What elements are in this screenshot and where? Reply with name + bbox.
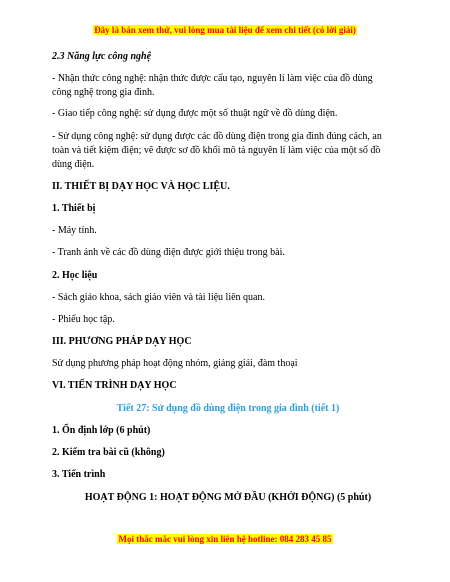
step-heading: 1. Ổn định lớp (6 phút) — [52, 425, 151, 436]
list-item: - Máy tính. — [52, 225, 97, 236]
paragraph-line: toàn và tiết kiệm điện; vẽ được sơ đồ khối mô tả nguyên lí làm việc của một số đồ — [52, 145, 381, 156]
paragraph-line: - Giao tiếp công nghệ: sử dụng được một số thuật ngữ về đồ dùng điện. — [52, 108, 338, 119]
section-heading-equipment: II. THIẾT BỊ DẠY HỌC VÀ HỌC LIỆU. — [52, 181, 230, 192]
paragraph-line: - Sử dụng công nghệ: sử dụng được các đồ dùng điện trong gia đình đúng cách, an — [52, 131, 382, 142]
step-heading: 2. Kiểm tra bài cũ (không) — [52, 447, 165, 458]
step-heading: 3. Tiến trình — [52, 469, 106, 480]
list-item: - Sách giáo khoa, sách giáo viên và tài liệu liên quan. — [52, 292, 265, 303]
paragraph-line: - Nhận thức công nghệ: nhận thức được cấu tạo, nguyên lí làm việc của đồ dùng — [52, 73, 373, 84]
hotline-banner — [0, 533, 450, 545]
preview-banner — [0, 24, 450, 36]
preview-banner-text: Đây là bản xem thử, vui lòng mua tài liệu để xem chi tiết (có lời giải) — [94, 25, 356, 35]
hotline-banner-text: Mọi thắc mắc vui lòng xin liên hệ hotline: 084 283 45 85 — [118, 534, 332, 544]
section-heading-procedure: VI. TIẾN TRÌNH DẠY HỌC — [52, 380, 177, 391]
activity-heading: HOẠT ĐỘNG 1: HOẠT ĐỘNG MỞ ĐẦU (KHỞI ĐỘNG) (5 phút) — [84, 492, 372, 503]
list-item: - Tranh ảnh về các đồ dùng điện được giới thiệu trong bài. — [52, 247, 285, 258]
list-item: - Phiếu học tập. — [52, 314, 115, 325]
paragraph-line: Sử dụng phương pháp hoạt động nhóm, giảng giải, đàm thoại — [52, 358, 298, 369]
paragraph-line: công nghệ trong gia đình. — [52, 87, 155, 98]
subheading-materials: 2. Học liệu — [52, 270, 98, 281]
section-heading-competence: 2.3 Năng lực công nghệ — [52, 51, 152, 62]
paragraph-line: dùng điện. — [52, 159, 95, 170]
lesson-title: Tiết 27: Sử dụng đồ dùng điện trong gia đình (tiết 1) — [116, 403, 340, 414]
section-heading-methods: III. PHƯƠNG PHÁP DẠY HỌC — [52, 336, 192, 347]
subheading-devices: 1. Thiết bị — [52, 203, 96, 214]
